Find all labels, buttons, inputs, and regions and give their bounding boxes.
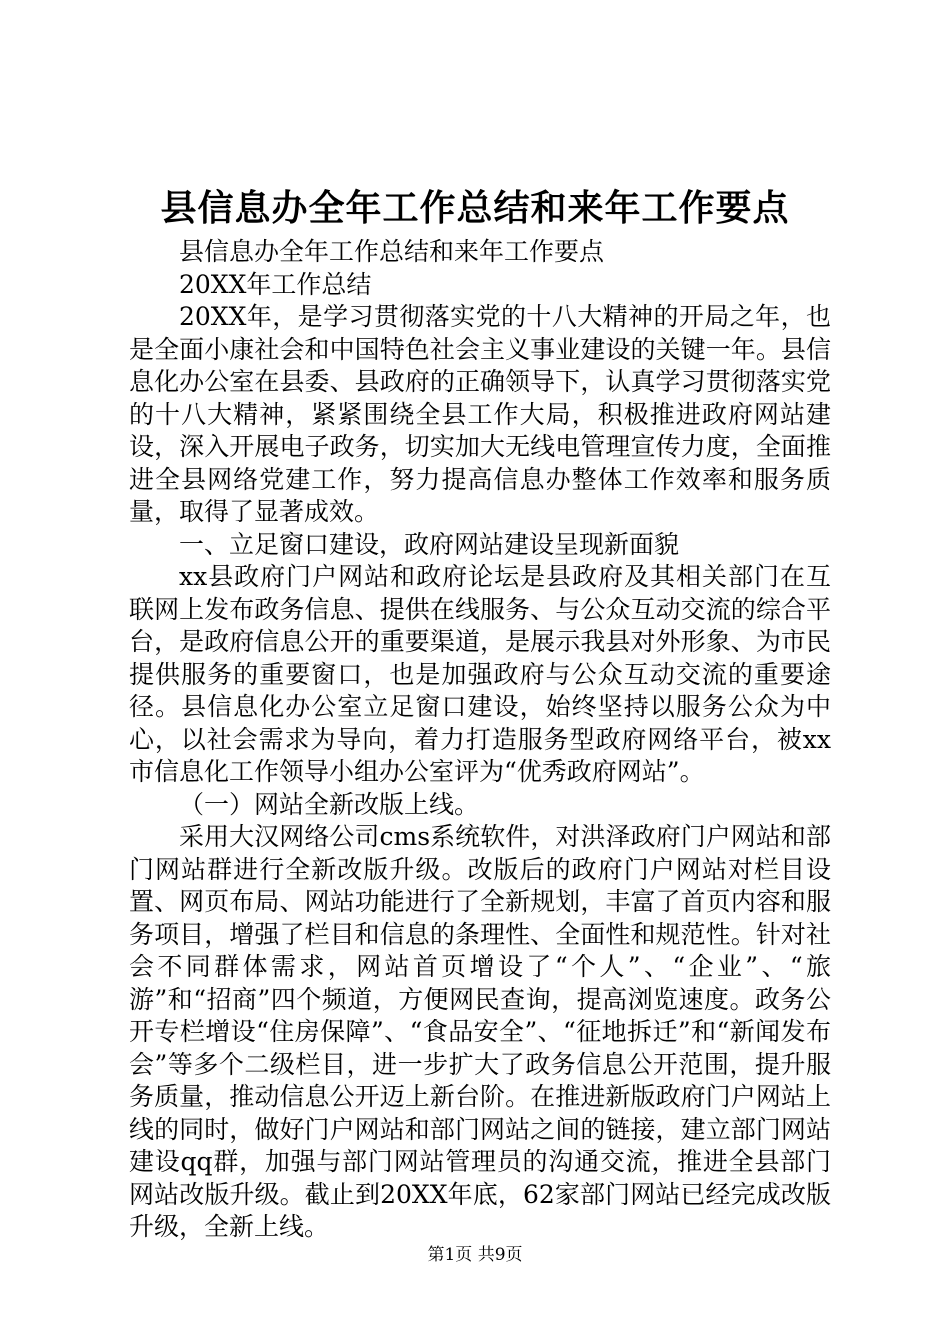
document-title: 县信息办全年工作总结和来年工作要点 [160,187,790,229]
subtitle-paragraph: 县信息办全年工作总结和来年工作要点 [179,237,605,266]
redesign-paragraph: 采用大汉网络公司cms系统软件，对洪泽政府门户网站和部门网站群进行全新改版升级。改版后的政府门户网站对栏目设置、网页布局、网站功能进行了全新规划，丰富了首页内容和服务项目，增强了栏目和信息的条理性、全面性和规范性。针对社会不同群体需求，网站首页增设了“个人”、“企业”、“旅游”和“招商”四个频道，方便网民查询，提高浏览速度。政务公开专栏增设“住房保障”、“食品安全”、“征地拆迁”和“新闻发布会”等多个二级栏目，进一步扩大了政务信息公开范围，提升服务质量，推动信息公开迈上新台阶。在推进新版政府门户网站上线的同时，做好门户网站和部门网站之间的链接，建立部门网站建设qq群，加强与部门网站管理员的沟通交流，推进全县部门网站改版升级。截止到20XX年底，62家部门网站已经完成改版升级，全新上线。 [129,822,831,1241]
intro-paragraph: 20XX年，是学习贯彻落实党的十八大精神的开局之年，也是全面小康社会和中国特色社会主义事业建设的关键一年。县信息化办公室在县委、县政府的正确领导下，认真学习贯彻落实党的十八大精神，紧紧围绕全县工作大局，积极推进政府网站建设，深入开展电子政务，切实加大无线电管理宣传力度，全面推进全县网络党建工作，努力提高信息办整体工作效率和服务质量，取得了显著成效。 [129,302,831,526]
page-number-footer: 第1页 共9页 [427,1245,523,1265]
document-body [129,236,831,1244]
portal-paragraph: xx县政府门户网站和政府论坛是县政府及其相关部门在互联网上发布政务信息、提供在线服务、与公众互动交流的综合平台，是政府信息公开的重要渠道，是展示我县对外形象、为市民提供服务的重要窗口，也是加强政府与公众互动交流的重要途径。县信息化办公室立足窗口建设，始终坚持以服务公众为中心，以社会需求为导向，着力打造服务型政府网络平台，被xx市信息化工作领导小组办公室评为“优秀政府网站”。 [129,562,831,786]
section-heading-annual-summary: 20XX年工作总结 [179,269,372,299]
section-heading-window-construction: 一、立足窗口建设，政府网站建设呈现新面貌 [179,529,680,559]
subsection-heading-website-redesign: （一）网站全新改版上线。 [179,789,480,819]
